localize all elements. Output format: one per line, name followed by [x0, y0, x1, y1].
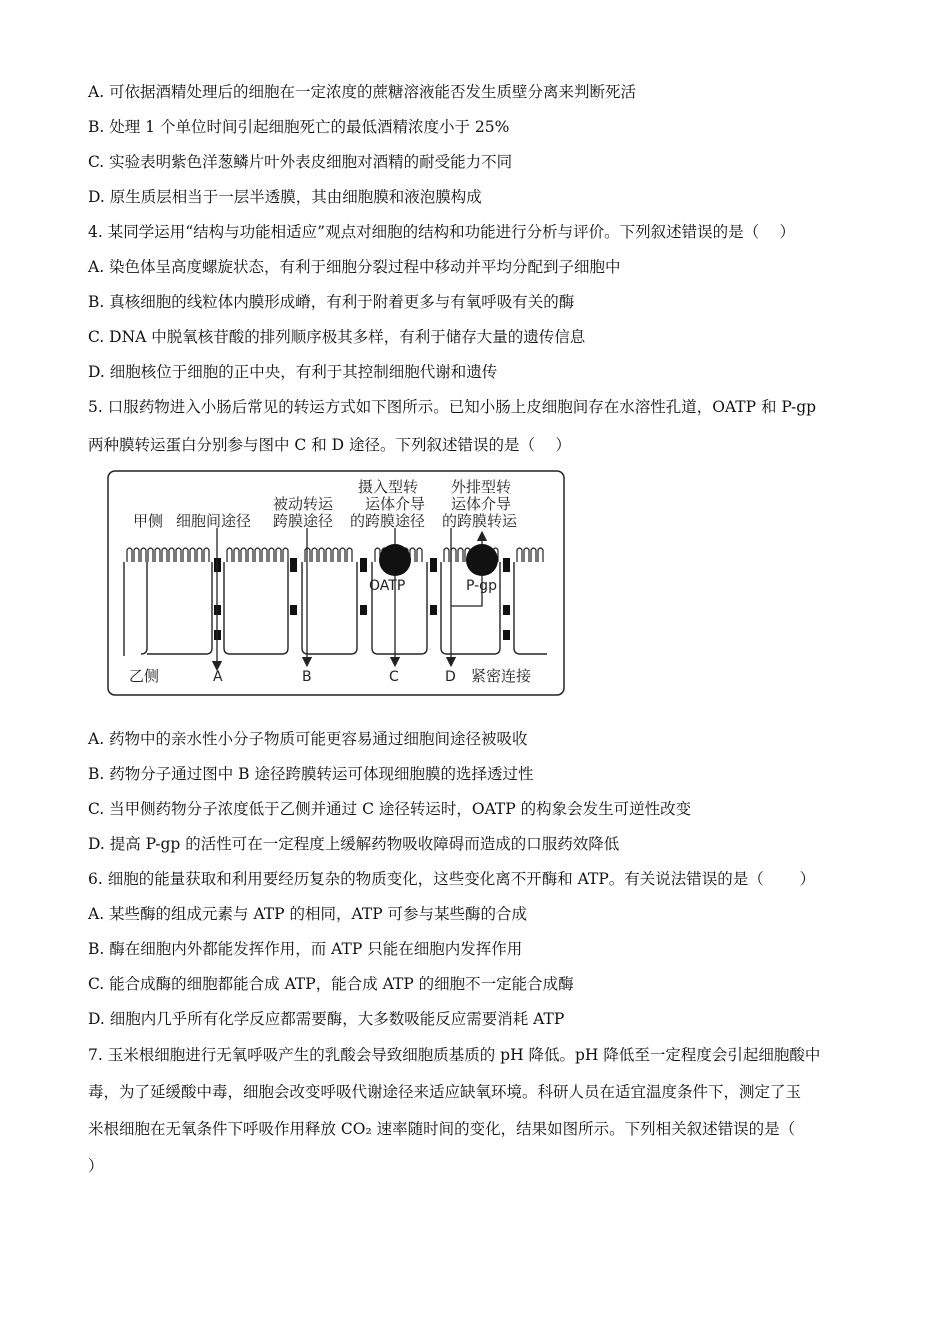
q5-stem-line2: 两种膜转运蛋白分别参与图中 C 和 D 途径。下列叙述错误的是（ ） — [88, 436, 571, 454]
q6-option-c: C. 能合成酶的细胞都能合成 ATP，能合成 ATP 的细胞不一定能合成酶 — [88, 975, 574, 993]
route-b-label: B — [302, 669, 312, 685]
q5-option-d: D. 提高 P-gp 的活性可在一定程度上缓解药物吸收障碍而造成的口服药效降低 — [88, 835, 620, 853]
route-intercellular-label: 细胞间途径 — [176, 512, 252, 530]
route-uptake-label-2: 运体介导 — [365, 495, 426, 513]
q4-option-b: B. 真核细胞的线粒体内膜形成嵴，有利于附着更多与有氧呼吸有关的酶 — [88, 293, 575, 311]
q7-stem-line3: 米根细胞在无氧条件下呼吸作用释放 CO₂ 速率随时间的变化，结果如图所示。下列相关叙述错误的是（ — [88, 1120, 796, 1138]
route-efflux-label-3: 的跨膜转运 — [442, 512, 518, 530]
q6-stem: 6. 细胞的能量获取和利用要经历复杂的物质变化，这些变化离不开酶和 ATP。有关说法错误的是（ ） — [88, 870, 816, 888]
q4-option-a: A. 染色体呈高度螺旋状态，有利于细胞分裂过程中移动并平均分配到子细胞中 — [88, 258, 621, 276]
route-uptake-label-1: 摄入型转 — [358, 478, 419, 496]
q4-option-d: D. 细胞核位于细胞的正中央，有利于其控制细胞代谢和遗传 — [88, 363, 498, 381]
route-efflux-label-2: 运体介导 — [451, 495, 512, 513]
oatp-transporter — [379, 544, 411, 576]
q7-stem-line4: ） — [88, 1157, 104, 1175]
side-b-label: 乙侧 — [129, 667, 160, 685]
route-uptake-label-3: 的跨膜途径 — [350, 512, 426, 530]
q6-option-d: D. 细胞内几乎所有化学反应都需要酶，大多数吸能反应需要消耗 ATP — [88, 1010, 565, 1028]
q3-option-d: D. 原生质层相当于一层半透膜，其由细胞膜和液泡膜构成 — [88, 188, 482, 206]
oatp-label: OATP — [369, 578, 406, 594]
q3-option-c: C. 实验表明紫色洋葱鳞片叶外表皮细胞对酒精的耐受能力不同 — [88, 153, 513, 171]
route-passive-label-2: 跨膜途径 — [273, 512, 334, 530]
q5-stem-line1: 5. 口服药物进入小肠后常见的转运方式如下图所示。已知小肠上皮细胞间存在水溶性孔道，OATP 和 P-gp — [88, 398, 817, 416]
q5-option-a: A. 药物中的亲水性小分子物质可能更容易通过细胞间途径被吸收 — [88, 730, 528, 748]
route-efflux-label-1: 外排型转 — [451, 478, 512, 496]
route-d-label: D — [445, 669, 456, 685]
pgp-label: P-gp — [466, 578, 497, 594]
q4-option-c: C. DNA 中脱氧核苷酸的排列顺序极其多样，有利于储存大量的遗传信息 — [88, 328, 586, 346]
route-c-label: C — [389, 669, 399, 685]
route-a-label: A — [213, 669, 223, 685]
q6-option-a: A. 某些酶的组成元素与 ATP 的相同，ATP 可参与某些酶的合成 — [88, 905, 528, 923]
intestinal-transport-figure — [107, 470, 565, 696]
q6-option-b: B. 酶在细胞内外都能发挥作用，而 ATP 只能在细胞内发挥作用 — [88, 940, 523, 958]
q3-option-b: B. 处理 1 个单位时间引起细胞死亡的最低酒精浓度小于 25% — [88, 118, 510, 136]
q4-stem: 4. 某同学运用“结构与功能相适应”观点对细胞的结构和功能进行分析与评价。下列叙述错误的是（ ） — [88, 223, 795, 241]
tight-junction-label: 紧密连接 — [471, 667, 532, 685]
q5-option-b: B. 药物分子通过图中 B 途径跨膜转运可体现细胞膜的选择透过性 — [88, 765, 534, 783]
pgp-transporter — [466, 544, 498, 576]
q7-stem-line1: 7. 玉米根细胞进行无氧呼吸产生的乳酸会导致细胞质基质的 pH 降低。pH 降低至一定程度会引起细胞酸中 — [88, 1046, 821, 1064]
q7-stem-line2: 毒，为了延缓酸中毒，细胞会改变呼吸代谢途径来适应缺氧环境。科研人员在适宜温度条件下，测定了玉 — [88, 1083, 802, 1101]
side-a-label: 甲侧 — [133, 512, 164, 530]
route-passive-label-1: 被动转运 — [273, 495, 334, 513]
q3-option-a: A. 可依据酒精处理后的细胞在一定浓度的蔗糖溶液能否发生质壁分离来判断死活 — [88, 83, 637, 101]
q5-option-c: C. 当甲侧药物分子浓度低于乙侧并通过 C 途径转运时，OATP 的构象会发生可逆性改变 — [88, 800, 692, 818]
